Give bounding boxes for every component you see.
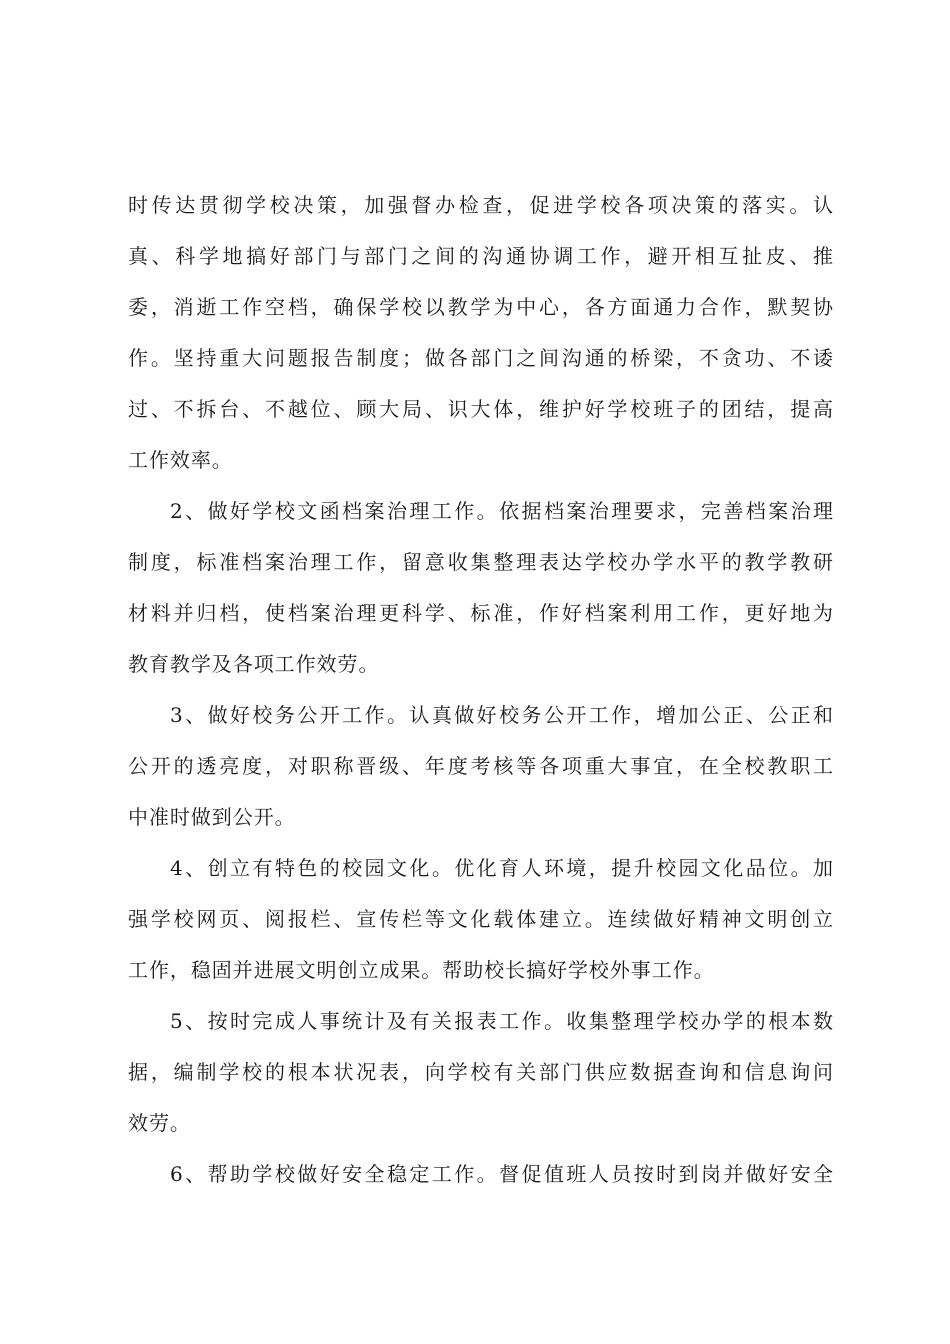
text-line: 时传达贯彻学校决策，加强督办检查，促进学校各项决策的落实。认 [128, 193, 834, 217]
text-line: 中准时做到公开。 [128, 805, 296, 829]
paragraph-3 [128, 690, 834, 843]
text-line: 4、创立有特色的校园文化。优化育人环境，提升校园文化品位。加 [170, 856, 834, 880]
paragraph-6 [128, 1149, 834, 1200]
document-body [128, 180, 834, 1200]
text-line: 公开的透亮度，对职称晋级、年度考核等各项重大事宜，在全校教职工 [128, 754, 834, 778]
text-line: 材料并归档，使档案治理更科学、标准，作好档案利用工作，更好地为 [128, 601, 834, 625]
text-line: 作。坚持重大问题报告制度；做各部门之间沟通的桥梁，不贪功、不诿 [128, 346, 834, 370]
text-line: 3、做好校务公开工作。认真做好校务公开工作，增加公正、公正和 [170, 703, 834, 727]
text-line: 制度，标准档案治理工作，留意收集整理表达学校办学水平的教学教研 [128, 550, 834, 574]
text-line: 6、帮助学校做好安全稳定工作。督促值班人员按时到岗并做好安全 [170, 1162, 834, 1186]
paragraph-1 [128, 180, 834, 486]
text-line: 效劳。 [128, 1111, 191, 1135]
text-line: 5、按时完成人事统计及有关报表工作。收集整理学校办学的根本数 [170, 1009, 834, 1033]
text-line: 教育教学及各项工作效劳。 [128, 652, 380, 676]
text-line: 工作，稳固并进展文明创立成果。帮助校长搞好学校外事工作。 [128, 958, 715, 982]
text-line: 据，编制学校的根本状况表，向学校有关部门供应数据查询和信息询问 [128, 1060, 834, 1084]
text-line: 2、做好学校文函档案治理工作。依据档案治理要求，完善档案治理 [170, 499, 834, 523]
paragraph-4 [128, 843, 834, 996]
text-line: 强学校网页、阅报栏、宣传栏等文化载体建立。连续做好精神文明创立 [128, 907, 834, 931]
paragraph-5 [128, 996, 834, 1149]
text-line: 工作效率。 [128, 448, 233, 472]
text-line: 过、不拆台、不越位、顾大局、识大体，维护好学校班子的团结，提高 [128, 397, 834, 421]
paragraph-2 [128, 486, 834, 690]
text-line: 委，消逝工作空档，确保学校以教学为中心，各方面通力合作，默契协 [128, 295, 834, 319]
text-line: 真、科学地搞好部门与部门之间的沟通协调工作，避开相互扯皮、推 [128, 244, 834, 268]
